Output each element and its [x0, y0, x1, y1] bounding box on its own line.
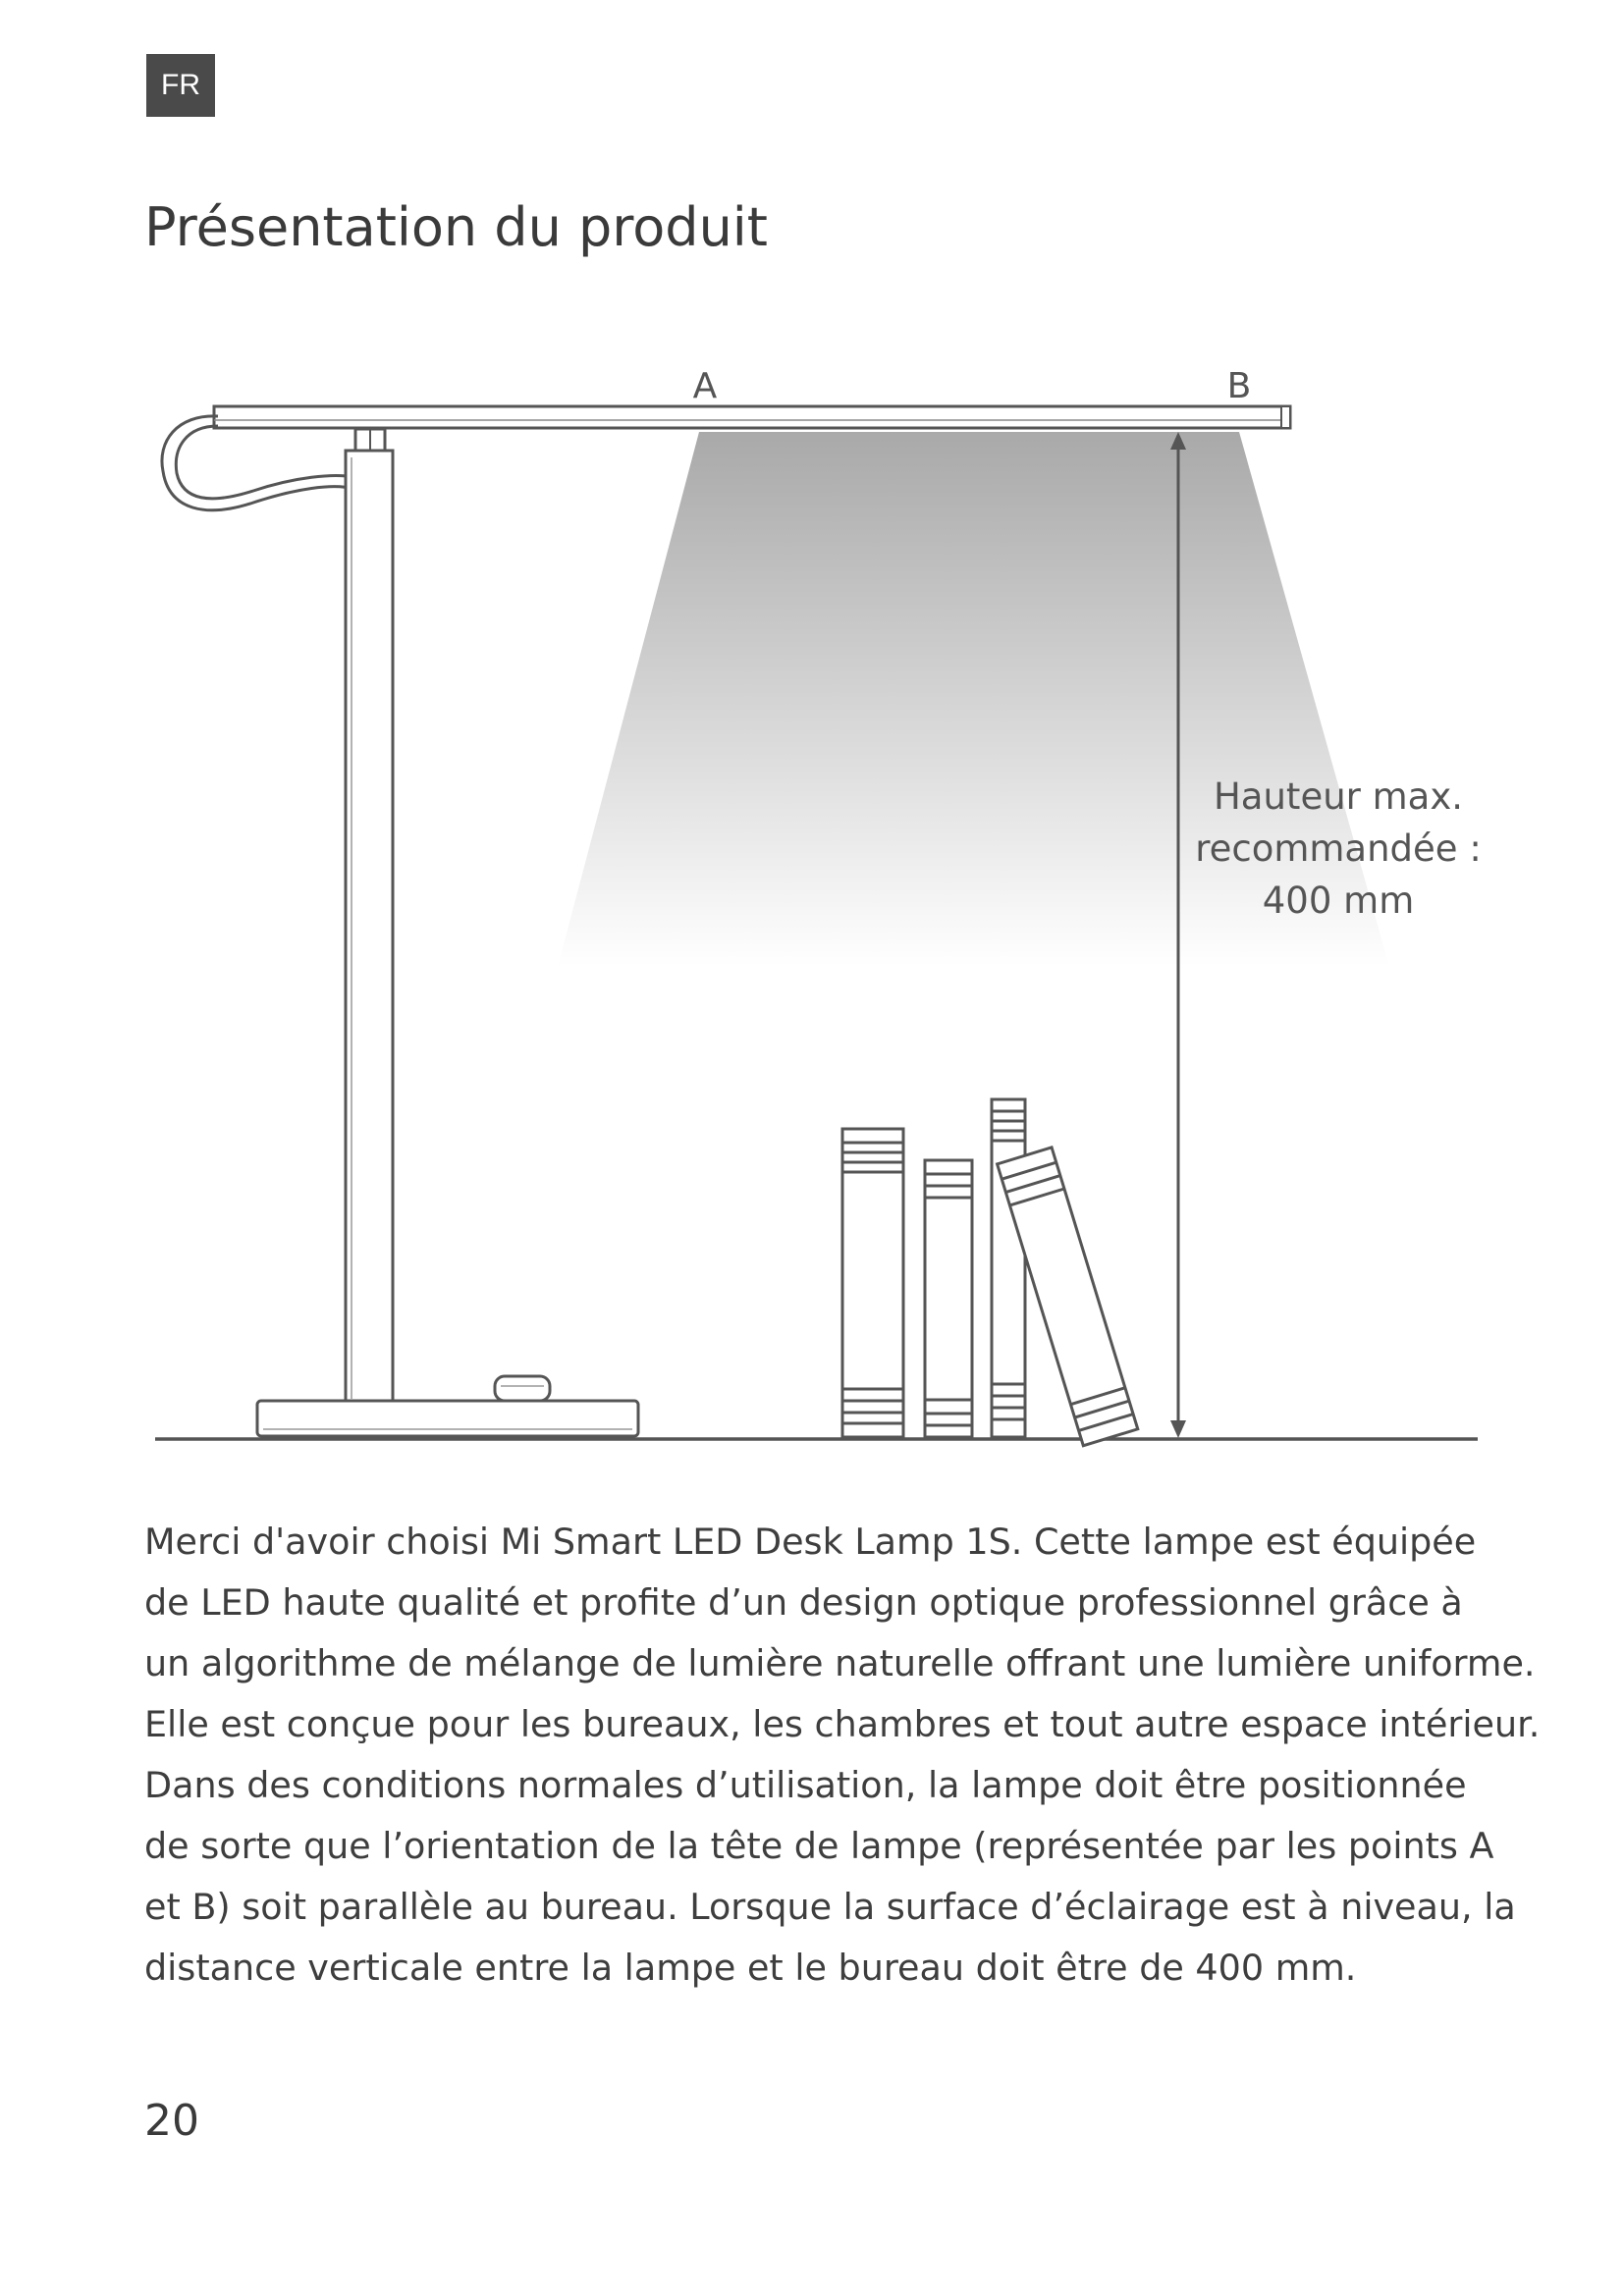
book-1 — [842, 1129, 903, 1437]
body-line: de sorte que l’orientation de la tête de lampe (représentée par les points A — [144, 1825, 1494, 1867]
intro-paragraph — [144, 1512, 1539, 1999]
page-number: 20 — [144, 2096, 199, 2146]
body-line: Elle est conçue pour les bureaux, les chambres et tout autre espace intérieur. — [144, 1703, 1541, 1745]
page-title: Présentation du produit — [144, 196, 768, 258]
height-label-line-3: 400 mm — [1262, 880, 1415, 922]
body-line: Dans des conditions normales d’utilisation, la lampe doit être positionnée — [144, 1764, 1467, 1806]
book-2 — [925, 1160, 972, 1437]
base-knob — [495, 1376, 550, 1401]
body-line: un algorithme de mélange de lumière naturelle offrant une lumière uniforme. — [144, 1642, 1536, 1684]
lamp-base — [257, 1401, 638, 1436]
body-line: de LED haute qualité et profite d’un design optique professionnel grâce à — [144, 1581, 1463, 1624]
lamp-pole — [346, 451, 393, 1401]
books — [842, 1099, 1138, 1446]
lamp-head — [214, 406, 1290, 428]
point-a-label: A — [692, 366, 718, 406]
body-line: distance verticale entre la lampe et le bureau doit être de 400 mm. — [144, 1947, 1357, 1989]
power-cable — [162, 416, 353, 510]
body-line: et B) soit parallèle au bureau. Lorsque la surface d’éclairage est à niveau, la — [144, 1886, 1516, 1928]
body-line: Merci d'avoir choisi Mi Smart LED Desk Lamp 1S. Cette lampe est équipée — [144, 1521, 1477, 1563]
height-label-line-2: recommandée : — [1195, 828, 1482, 870]
height-label-line-1: Hauteur max. — [1213, 775, 1464, 818]
point-b-label: B — [1226, 366, 1252, 406]
book-3 — [992, 1099, 1025, 1437]
language-badge: FR — [146, 54, 215, 117]
